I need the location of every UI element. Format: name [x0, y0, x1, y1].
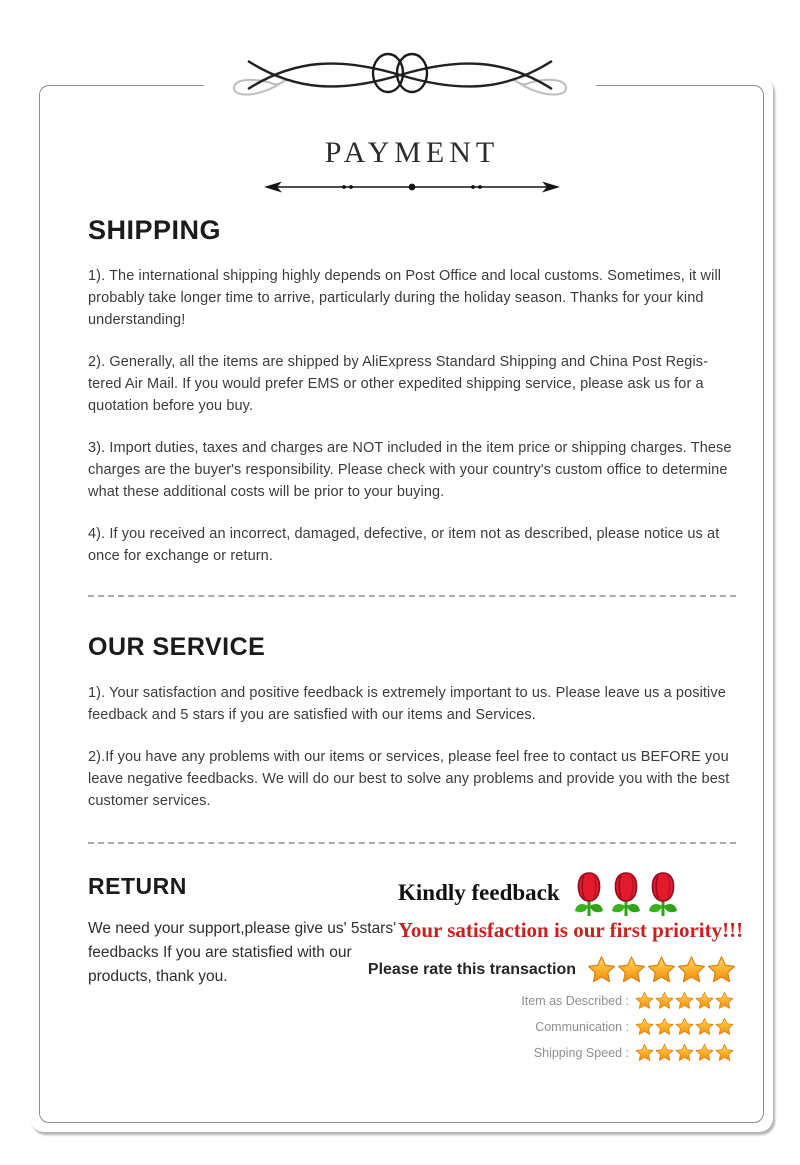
star-icon [635, 1017, 654, 1036]
star-icon [675, 1043, 694, 1062]
star-icon [677, 955, 706, 984]
star-icon [587, 955, 616, 984]
rating-row-shipping-speed [398, 1043, 736, 1062]
return-heading: RETURN [88, 873, 187, 899]
rating-stars [634, 991, 736, 1010]
section-divider [88, 595, 736, 597]
star-icon [617, 955, 646, 984]
service-paragraph-2: 2).If you have any problems with our items or services, please feel free to contact us BEFORE you leave negative feedbacks. We will do our best to solve any problems and provide you with the best customer services. [88, 749, 730, 809]
star-icon [635, 991, 654, 1010]
rose-icon [648, 872, 678, 918]
feedback-tagline: Your satisfaction is our first priority!!! [398, 918, 744, 942]
page-title: PAYMENT [324, 136, 500, 169]
service-heading: OUR SERVICE [88, 633, 266, 661]
rate-transaction-row [367, 955, 736, 984]
arrow-divider-icon [262, 176, 562, 198]
service-paragraph-1: 1). Your satisfaction and positive feedback is extremely important to us. Please leave us a positive feedback and 5 stars if you are satisfied with our items and Services. [88, 685, 726, 723]
rate-stars [586, 955, 736, 984]
content [88, 136, 744, 1062]
rose-icon [611, 872, 641, 918]
star-icon [675, 991, 694, 1010]
bottom-section [88, 872, 744, 1062]
feedback-heading: Kindly feedback [398, 880, 560, 905]
kindly-feedback-row [398, 872, 736, 918]
shipping-heading: SHIPPING [88, 215, 222, 245]
star-icon [707, 955, 736, 984]
rose-icon [574, 872, 604, 918]
star-icon [695, 1043, 714, 1062]
shipping-paragraph-2: 2). Generally, all the items are shipped by AliExpress Standard Shipping and China Post Regis-tered Air Mail. If you would prefer EMS or other expedited shipping service, please ask us for a quotation before you buy. [88, 354, 709, 414]
rose-icons [574, 872, 685, 918]
star-icon [695, 1017, 714, 1036]
star-icon [715, 1017, 734, 1036]
shipping-paragraph-4: 4). If you received an incorrect, damaged, defective, or item not as described, please notice us at once for exchange or return. [88, 526, 720, 564]
star-icon [635, 1043, 654, 1062]
rating-stars [634, 1017, 736, 1036]
star-icon [655, 991, 674, 1010]
star-icon [655, 1017, 674, 1036]
rate-transaction-label: Please rate this transaction [367, 960, 576, 978]
shipping-paragraph-1: 1). The international shipping highly depends on Post Office and local customs. Sometimes, it will probably take longer time to arrive, particularly during the holiday season. Thanks for your kind understanding! [88, 268, 722, 328]
rating-row-item-described [398, 991, 736, 1010]
rating-label: Item as Described : [521, 993, 629, 1008]
star-icon [695, 991, 714, 1010]
section-divider [88, 842, 736, 844]
star-icon [715, 1043, 734, 1062]
flourish-icon [220, 47, 580, 103]
rating-row-communication [398, 1017, 736, 1036]
rating-label: Shipping Speed : [533, 1045, 629, 1060]
rating-label: Communication : [535, 1019, 629, 1034]
return-section [88, 872, 398, 1062]
star-icon [675, 1017, 694, 1036]
star-icon [715, 991, 734, 1010]
rating-stars [634, 1043, 736, 1062]
flourish-ornament [204, 47, 596, 103]
shipping-paragraph-3: 3). Import duties, taxes and charges are NOT included in the item price or shipping charges. These charges are the buyer's responsibility. Please check with your country's custom office to determine what these additional costs will be prior to your buying. [88, 440, 732, 500]
feedback-section [367, 872, 744, 1062]
return-text: We need your support,please give us' 5stars' feedbacks If you are statisfied with our products, thank you. [88, 920, 397, 985]
star-icon [655, 1043, 674, 1062]
star-icon [647, 955, 676, 984]
